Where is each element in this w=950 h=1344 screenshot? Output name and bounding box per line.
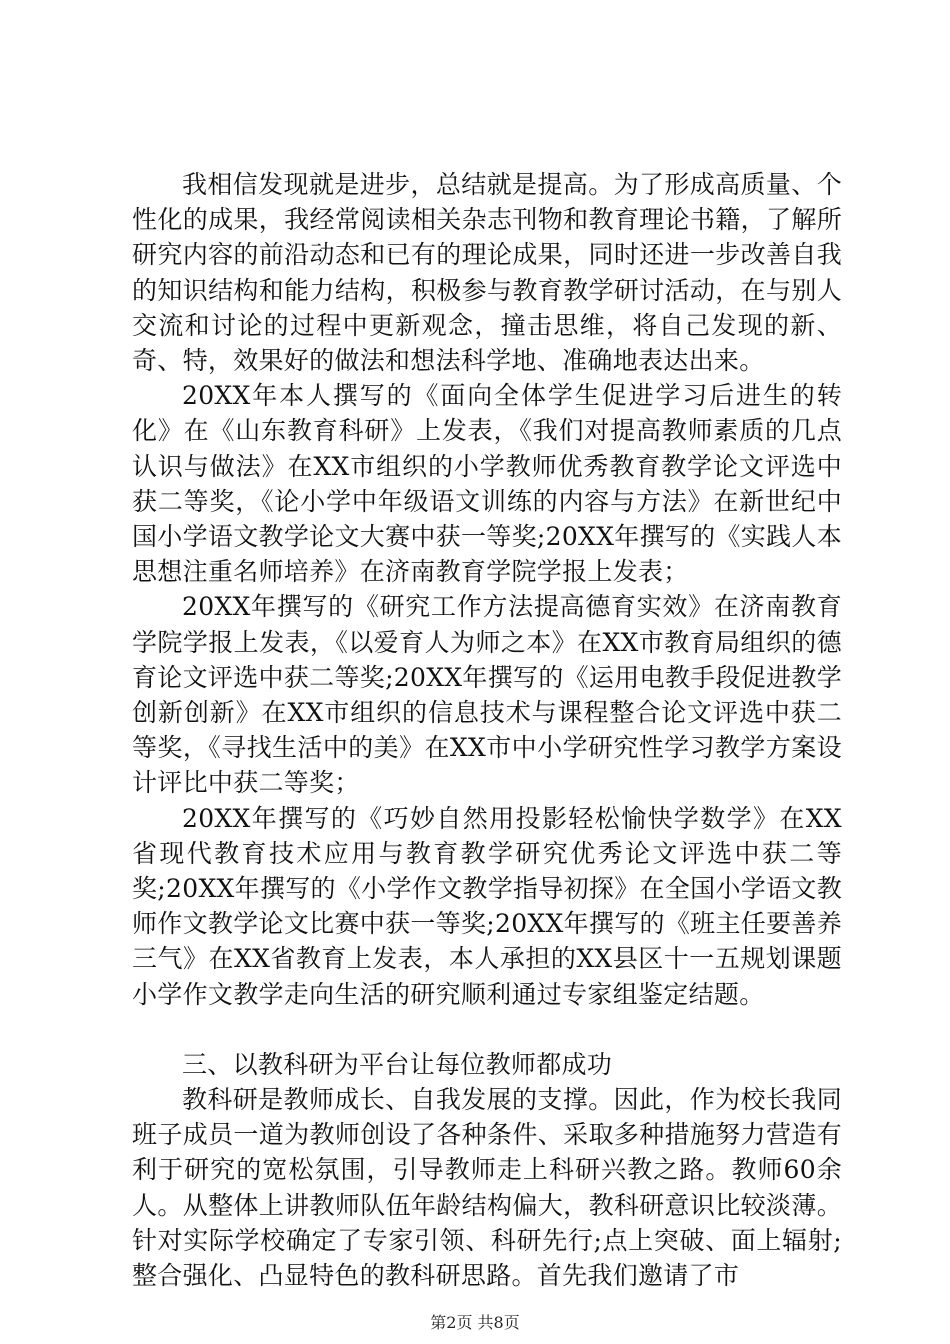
paragraph-publications-2: 20XX年撰写的《研究工作方法提高德育实效》在济南教育学院学报上发表，《以爱育人为师之本》在XX市教育局组织的德育论文评选中获二等奖;20XX年撰写的《运用电教手段促进教学创新创新》在XX市组织的信息技术与课程整合论文评选中获二等奖，《寻找生活中的美》在XX市中小学研究性学习教学方案设计评比中获二等奖；: [132, 592, 842, 798]
page-footer: 第2页 共8页: [430, 1313, 520, 1332]
paragraph-research-platform: 教科研是教师成长、自我发展的支撑。因此，作为校长我同班子成员一道为教师创设了各种条件、采取多种措施努力营造有利于研究的宽松氛围，引导教师走上科研兴教之路。教师60余人。从整体上讲教师队伍年龄结构偏大，教科研意识比较淡薄。针对实际学校确定了专家引领、科研先行;点上突破、面上辐射;整合强化、凸显特色的教科研思路。首先我们邀请了市: [132, 1085, 842, 1291]
document-body: [132, 167, 842, 1293]
section-heading: 三、以教科研为平台让每位教师都成功: [182, 1049, 613, 1079]
paragraph-publications-1: 20XX年本人撰写的《面向全体学生促进学习后进生的转化》在《山东教育科研》上发表，《我们对提高教师素质的几点认识与做法》在XX市组织的小学教师优秀教育教学论文评选中获二等奖，《论小学中年级语文训练的内容与方法》在新世纪中国小学语文教学论文大赛中获一等奖;20XX年撰写的《实践人本思想注重名师培养》在济南教育学院学报上发表；: [132, 381, 842, 587]
paragraph-publications-3: 20XX年撰写的《巧妙自然用投影轻松愉快学数学》在XX省现代教育技术应用与教育教学研究优秀论文评选中获二等奖;20XX年撰写的《小学作文教学指导初探》在全国小学语文教师作文教学论文比赛中获一等奖;20XX年撰写的《班主任要善养三气》在XX省教育上发表，本人承担的XX县区十一五规划课题小学作文教学走向生活的研究顺利通过专家组鉴定结题。: [132, 803, 842, 1009]
paragraph-reflection: 我相信发现就是进步，总结就是提高。为了形成高质量、个性化的成果，我经常阅读相关杂志刊物和教育理论书籍，了解所研究内容的前沿动态和已有的理论成果，同时还进一步改善自我的知识结构和能力结构，积极参与教育教学研讨活动，在与别人交流和讨论的过程中更新观念，撞击思维，将自己发现的新、奇、特，效果好的做法和想法科学地、准确地表达出来。: [132, 170, 842, 376]
